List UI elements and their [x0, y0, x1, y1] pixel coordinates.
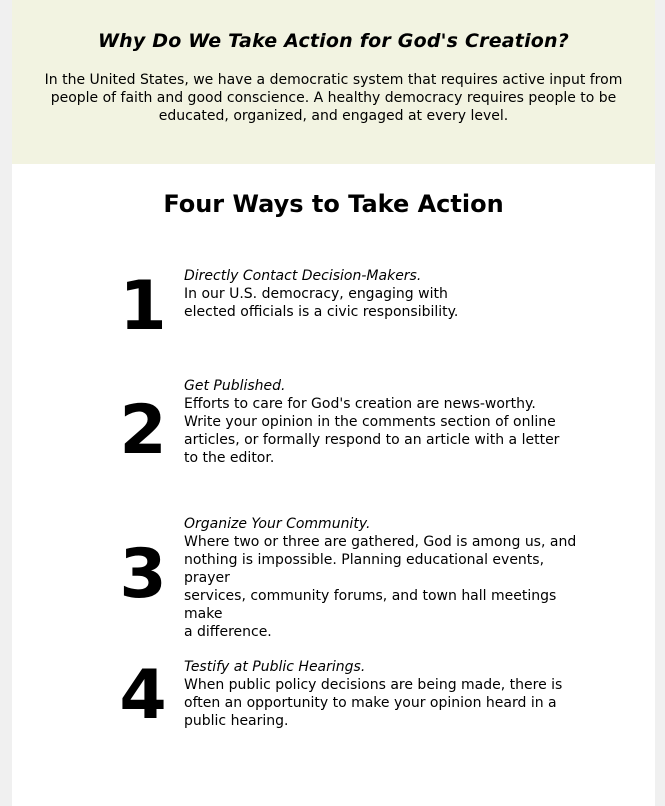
- step-desc-line: a difference.: [184, 624, 272, 640]
- step-desc-line: Where two or three are gathered, God is among us, and: [184, 534, 577, 550]
- intro-section: [12, 0, 655, 164]
- step-text: [184, 515, 584, 641]
- step-text: [184, 267, 584, 321]
- intro-title: Why Do We Take Action for God's Creation?: [97, 30, 570, 52]
- step-heading: Organize Your Community.: [184, 516, 371, 532]
- intro-line: people of faith and good conscience. A healthy democracy requires people to be: [50, 90, 617, 106]
- step-desc-line: to the editor.: [184, 450, 275, 466]
- step-number: 3: [119, 535, 167, 614]
- step-heading: Directly Contact Decision-Makers.: [184, 268, 422, 284]
- step-desc-line: services, community forums, and town hall meetings make: [184, 588, 557, 622]
- intro-paragraph: [32, 71, 635, 125]
- step-desc-line: public hearing.: [184, 713, 289, 729]
- step-desc-line: In our U.S. democracy, engaging with: [184, 286, 448, 302]
- intro-line: educated, organized, and engaged at every level.: [158, 108, 509, 124]
- step-number: 1: [119, 267, 167, 346]
- step-number: 4: [119, 656, 167, 735]
- step-desc-line: often an opportunity to make your opinion heard in a: [184, 695, 557, 711]
- step-text: [184, 658, 584, 730]
- step-heading: Get Published.: [184, 378, 286, 394]
- step-text: [184, 377, 584, 467]
- newsletter-page: [12, 0, 655, 806]
- step-heading: Testify at Public Hearings.: [184, 659, 366, 675]
- step-desc-line: articles, or formally respond to an article with a letter: [184, 432, 560, 448]
- intro-line: In the United States, we have a democratic system that requires active input from: [44, 72, 623, 88]
- step-desc-line: Efforts to care for God's creation are news-worthy.: [184, 396, 536, 412]
- step-desc-line: elected officials is a civic responsibility.: [184, 304, 459, 320]
- main-title: Four Ways to Take Action: [163, 190, 504, 218]
- step-number: 2: [119, 391, 167, 470]
- step-desc-line: When public policy decisions are being made, there is: [184, 677, 563, 693]
- main-section: [12, 164, 655, 806]
- step-desc-line: Write your opinion in the comments section of online: [184, 414, 556, 430]
- step-desc-line: nothing is impossible. Planning educational events, prayer: [184, 552, 545, 586]
